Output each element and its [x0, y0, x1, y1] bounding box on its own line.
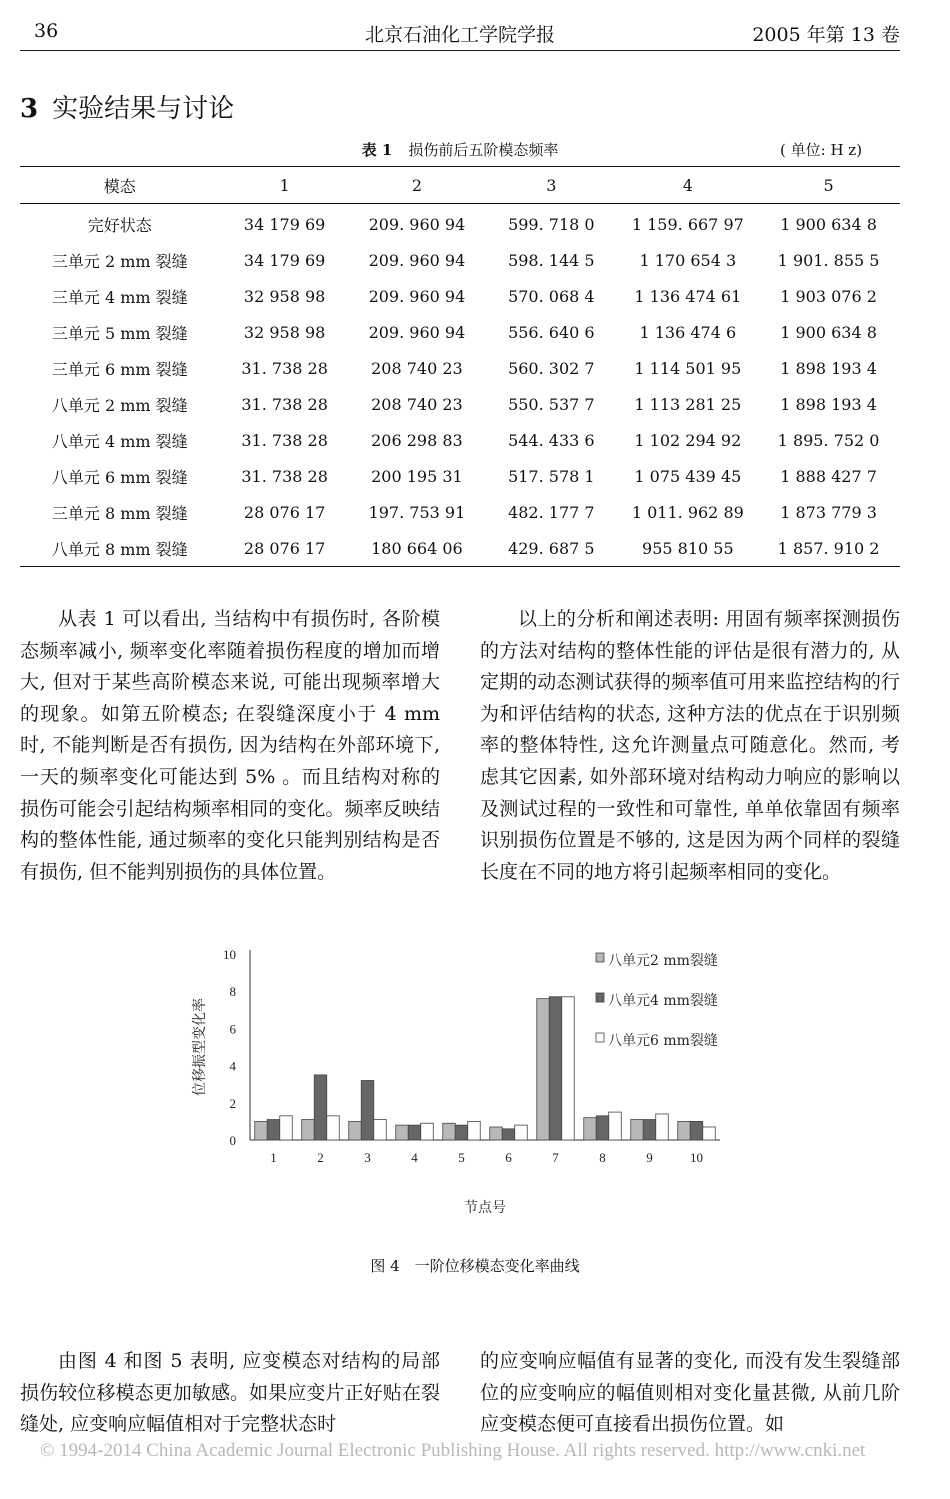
legend-swatch: [596, 1033, 604, 1042]
frequency-cell: 544. 433 6: [508, 430, 595, 450]
header-rule: [20, 50, 900, 51]
x-tick-label: 10: [690, 1150, 703, 1165]
journal-title: 北京石油化工学院学报: [364, 24, 555, 46]
frequency-cell: 209. 960 94: [368, 250, 466, 270]
y-tick-label: 2: [229, 1095, 236, 1111]
legend-label: 八单元4 mm裂缝: [608, 993, 718, 1009]
frequency-cell: 28 076 17: [243, 502, 326, 522]
table-header-cell: 模态: [20, 167, 220, 204]
frequency-cell: 1 873 779 3: [780, 502, 877, 522]
y-tick-label: 8: [229, 984, 236, 1000]
legend-swatch: [596, 953, 604, 962]
bar: [396, 1125, 409, 1140]
bar: [596, 1116, 609, 1140]
bar: [502, 1129, 515, 1140]
frequency-cell: 32 958 98: [243, 322, 326, 342]
table-row: [20, 494, 900, 530]
bar: [537, 999, 550, 1140]
frequency-cell: 197. 753 91: [368, 502, 466, 522]
table-header-cell: 1: [220, 167, 350, 204]
row-label-cell: 完好状态: [87, 215, 152, 235]
bar: [314, 1075, 327, 1140]
x-tick-label: 2: [317, 1150, 324, 1165]
table-row: [20, 278, 900, 314]
table-header-row: [20, 167, 900, 204]
frequency-cell: 1 159. 667 97: [631, 214, 744, 234]
frequency-cell: 34 179 69: [243, 250, 326, 270]
frequency-table: [20, 166, 900, 567]
frequency-cell: 1 114 501 95: [634, 358, 742, 378]
frequency-cell: 31. 738 28: [241, 358, 328, 378]
row-label-cell: 三单元 6 mm 裂缝: [51, 359, 188, 379]
y-tick-label: 10: [223, 947, 236, 962]
frequency-cell: 34 179 69: [243, 214, 326, 234]
frequency-cell: 1 898 193 4: [780, 394, 877, 414]
x-tick-label: 4: [411, 1150, 418, 1165]
bar: [349, 1121, 362, 1140]
frequency-cell: 599. 718 0: [508, 214, 595, 234]
frequency-cell: 31. 738 28: [241, 394, 328, 414]
bar: [361, 1080, 374, 1140]
frequency-cell: 1 136 474 61: [634, 286, 742, 306]
volume-info: 2005 年第 13 卷: [752, 24, 900, 46]
frequency-cell: 209. 960 94: [368, 214, 466, 234]
frequency-cell: 206 298 83: [371, 430, 463, 450]
frequency-cell: 208 740 23: [371, 358, 463, 378]
bar: [302, 1120, 315, 1140]
x-tick-label: 6: [505, 1150, 512, 1165]
table-header-cell: 3: [484, 167, 618, 204]
x-tick-label: 7: [552, 1150, 559, 1165]
frequency-cell: 1 903 076 2: [780, 286, 877, 306]
frequency-cell: 570. 068 4: [508, 286, 595, 306]
paragraph-text: 从表 1 可以看出, 当结构中有损伤时, 各阶模态频率减小, 频率变化率随着损伤程度的增加而增大, 但对于某些高阶模态来说, 可能出现频率增大的现象。如第五阶模态; 在裂缝深度小于 4 mm 时, 不能判断是否有损伤, 因为结构在外部环境下, 一天的频率变化可能达到 5% 。而且结构对称的损伤可能会引起结构频率相同的变化。频率反映结构的整体性能, 通过频率的变化只能判别结构是否有损伤, 但不能判别损伤的具体位置。: [20, 608, 440, 883]
frequency-cell: 1 113 281 25: [634, 394, 742, 414]
bar: [703, 1127, 716, 1140]
paragraph-text: 由图 4 和图 5 表明, 应变模态对结构的局部损伤较位移模态更加敏感。如果应变片正好贴在裂缝处, 应变响应幅值相对于完整状态时: [20, 1350, 440, 1436]
table-row: [20, 422, 900, 458]
legend-label: 八单元6 mm裂缝: [608, 1033, 718, 1049]
frequency-cell: 556. 640 6: [508, 322, 595, 342]
bar: [468, 1121, 481, 1140]
bar: [408, 1125, 421, 1140]
bar: [421, 1123, 434, 1140]
bar: [584, 1118, 597, 1140]
frequency-cell: 1 900 634 8: [780, 322, 877, 342]
frequency-cell: 209. 960 94: [368, 322, 466, 342]
paragraph-bottom-right: [480, 1346, 900, 1441]
row-label-cell: 三单元 5 mm 裂缝: [51, 323, 188, 343]
table-unit: ( 单位: H z): [780, 141, 863, 159]
row-label-cell: 八单元 8 mm 裂缝: [20, 530, 220, 567]
bar-chart: [180, 940, 760, 1240]
table-row: [20, 350, 900, 386]
frequency-cell: 32 958 98: [243, 286, 326, 306]
frequency-cell: 208 740 23: [371, 394, 463, 414]
paragraph-right: [480, 604, 900, 888]
bar: [690, 1121, 703, 1140]
bar: [656, 1114, 669, 1140]
x-tick-label: 3: [364, 1150, 371, 1165]
bar: [609, 1112, 622, 1140]
row-label-cell: 八单元 6 mm 裂缝: [51, 467, 188, 487]
table-row: [20, 242, 900, 278]
table-header-cell: 2: [350, 167, 484, 204]
frequency-cell: 1 011. 962 89: [631, 502, 744, 522]
y-tick-label: 4: [229, 1058, 236, 1074]
frequency-cell: 1 901. 855 5: [777, 250, 880, 270]
bar: [643, 1120, 656, 1140]
frequency-cell: 1 102 294 92: [634, 430, 742, 450]
bar: [327, 1116, 340, 1140]
row-label-cell: 八单元 4 mm 裂缝: [51, 431, 188, 451]
figure-caption: 图 4 一阶位移模态变化率曲线: [370, 1257, 580, 1275]
x-tick-label: 1: [270, 1150, 277, 1165]
frequency-cell: 200 195 31: [371, 466, 463, 486]
paragraph-bottom-left: [20, 1346, 440, 1441]
frequency-cell: 31. 738 28: [241, 430, 328, 450]
table-caption-text: 损伤前后五阶模态频率: [408, 141, 559, 159]
frequency-cell: 28 076 17: [220, 530, 350, 567]
figure-4: [180, 940, 760, 1240]
frequency-cell: 517. 578 1: [508, 466, 595, 486]
frequency-cell: 598. 144 5: [508, 250, 595, 270]
section-heading: [20, 88, 234, 125]
row-label-cell: 八单元 2 mm 裂缝: [51, 395, 188, 415]
table-label: 表 1: [361, 141, 393, 159]
bar: [515, 1125, 528, 1140]
y-axis-label: 位移振型变化率: [192, 998, 208, 1096]
legend-label: 八单元2 mm裂缝: [608, 953, 718, 969]
frequency-cell: 429. 687 5: [484, 530, 618, 567]
bar: [374, 1120, 387, 1140]
x-tick-label: 5: [458, 1150, 465, 1165]
frequency-cell: 550. 537 7: [508, 394, 595, 414]
copyright-watermark: © 1994-2014 China Academic Journal Electronic Publishing House. All rights reserved. http://www.cnki.net: [40, 1440, 866, 1461]
bar: [631, 1120, 644, 1140]
row-label-cell: 三单元 4 mm 裂缝: [51, 287, 188, 307]
frequency-cell: 209. 960 94: [368, 286, 466, 306]
y-tick-label: 0: [229, 1133, 236, 1148]
frequency-cell: 1 075 439 45: [634, 466, 742, 486]
x-tick-label: 9: [646, 1150, 653, 1165]
row-label-cell: 三单元 2 mm 裂缝: [51, 251, 188, 271]
paragraph-left: [20, 604, 440, 888]
bar: [280, 1116, 293, 1140]
x-tick-label: 8: [599, 1150, 606, 1165]
page-number: 36: [34, 20, 59, 42]
bar: [267, 1120, 280, 1140]
bar: [562, 997, 575, 1140]
running-header: [20, 18, 900, 46]
bar: [455, 1125, 468, 1140]
legend-swatch: [596, 993, 604, 1002]
frequency-cell: 1 857. 910 2: [757, 530, 900, 567]
frequency-cell: 482. 177 7: [508, 502, 595, 522]
bar: [678, 1121, 691, 1140]
section-title: 实验结果与讨论: [52, 94, 235, 124]
row-label-cell: 三单元 8 mm 裂缝: [51, 503, 188, 523]
bar: [255, 1121, 268, 1140]
frequency-cell: 560. 302 7: [508, 358, 595, 378]
bar: [549, 997, 562, 1140]
paragraph-text: 的应变响应幅值有显著的变化, 而没有发生裂缝部位的应变响应的幅值则相对变化量甚微, 从前几阶应变模态便可直接看出损伤位置。如: [480, 1350, 900, 1436]
table-row: [20, 530, 900, 567]
table-row: [20, 386, 900, 422]
bar: [443, 1123, 456, 1140]
frequency-cell: 1 895. 752 0: [777, 430, 880, 450]
paragraph-text: 以上的分析和阐述表明: 用固有频率探测损伤的方法对结构的整体性能的评估是很有潜力的, 从定期的动态测试获得的频率值可用来监控结构的行为和评估结构的状态, 这种方法的优点在于识别频率的整体特性, 这允许测量点可随意化。然而, 考虑其它因素, 如外部环境对结构动力响应的影响以及测试过程的一致性和可靠性, 单单依靠固有频率识别损伤位置是不够的, 这是因为两个同样的裂缝长度在不同的地方将引起频率相同的变化。: [480, 608, 900, 883]
section-number: 3: [20, 94, 39, 124]
frequency-cell: 1 136 474 6: [639, 322, 737, 342]
table-caption: [20, 139, 900, 161]
frequency-cell: 31. 738 28: [241, 466, 328, 486]
table-row: [20, 204, 900, 243]
x-axis-label: 节点号: [464, 1200, 506, 1216]
frequency-cell: 1 900 634 8: [780, 214, 877, 234]
table-row: [20, 314, 900, 350]
bar: [490, 1127, 503, 1140]
frequency-cell: 1 898 193 4: [780, 358, 877, 378]
frequency-cell: 955 810 55: [619, 530, 758, 567]
table-header-cell: 5: [757, 167, 900, 204]
table-row: [20, 458, 900, 494]
frequency-cell: 1 170 654 3: [639, 250, 737, 270]
frequency-cell: 1 888 427 7: [780, 466, 877, 486]
frequency-cell: 180 664 06: [350, 530, 484, 567]
table-header-cell: 4: [619, 167, 758, 204]
y-tick-label: 6: [229, 1021, 236, 1037]
